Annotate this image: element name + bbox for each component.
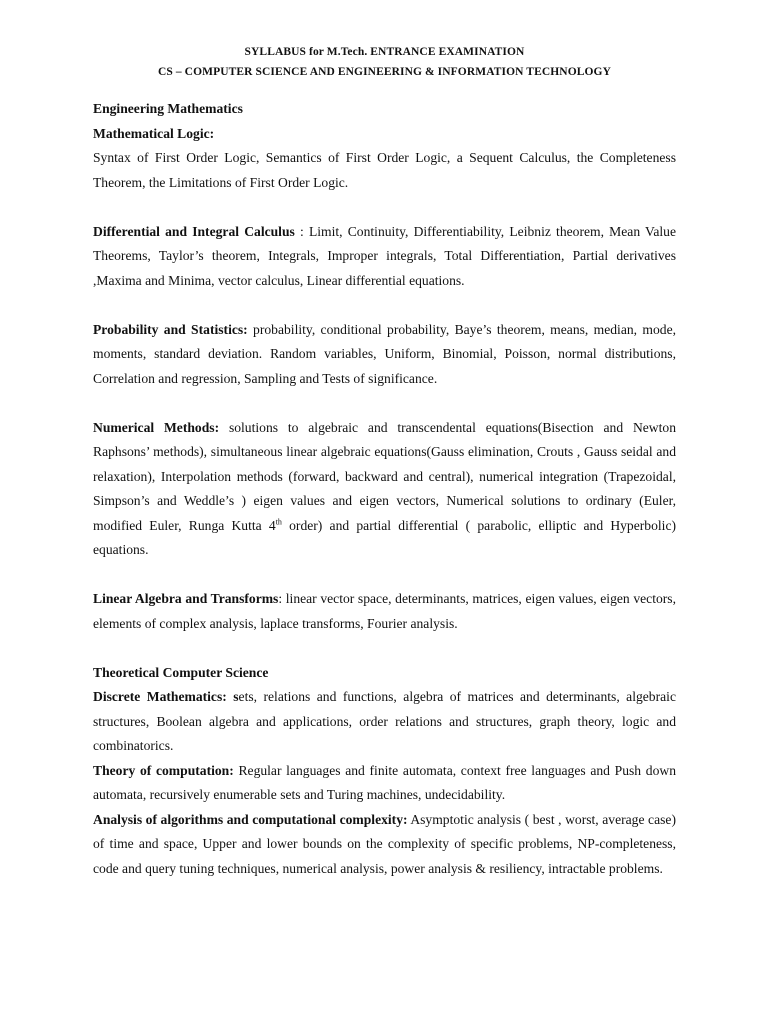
document-subtitle: CS – COMPUTER SCIENCE AND ENGINEERING & INFORMATION TECHNOLOGY xyxy=(157,66,612,78)
linear-algebra-paragraph xyxy=(93,587,676,636)
theory-of-computation-text: Regular languages and finite automata, context free languages and Push down automata, recursively enumerable sets and Turing machines, undecidability. xyxy=(93,762,676,802)
probability-paragraph xyxy=(93,318,676,392)
document-title: SYLLABUS for M.Tech. ENTRANCE EXAMINATION xyxy=(244,46,525,58)
mathematical-logic-heading: Mathematical Logic: xyxy=(93,125,215,141)
theory-of-computation-heading: Theory of computation: xyxy=(93,762,234,778)
superscript-th: th xyxy=(275,516,282,526)
discrete-math-heading: Discrete Mathematics: s xyxy=(93,689,239,704)
discrete-math-paragraph xyxy=(93,685,676,759)
algorithms-heading: Analysis of algorithms and computational complexity: xyxy=(93,811,408,827)
document-body xyxy=(93,97,676,881)
section-title-theoretical-cs: Theoretical Computer Science xyxy=(93,664,269,680)
algorithms-text: Asymptotic analysis ( best , worst, average case) of time and space, Upper and lower bounds on the complexity of specific problems, NP-completeness, code and query tuning techniques, numerical analysis, power analysis & resiliency, intractable problems. xyxy=(93,811,676,876)
numerical-methods-heading: Numerical Methods: xyxy=(93,419,220,435)
calculus-heading: Differential and Integral Calculus xyxy=(93,223,295,239)
probability-text: probability, conditional probability, Baye’s theorem, means, median, mode, moments, standard deviation. Random variables, Uniform, Binomial, Poisson, normal distributions, Correlation and regression, Sampling and Tests of significance. xyxy=(93,321,677,386)
mathematical-logic-text: Syntax of First Order Logic, Semantics of First Order Logic, a Sequent Calculus, the Completeness Theorem, the Limitations of First Order Logic. xyxy=(93,150,676,190)
linear-algebra-heading: Linear Algebra and Transforms xyxy=(93,591,279,606)
algorithms-paragraph xyxy=(93,808,676,882)
numerical-methods-paragraph xyxy=(93,416,676,563)
probability-heading: Probability and Statistics: xyxy=(93,321,248,337)
calculus-paragraph xyxy=(93,220,676,294)
document-page xyxy=(93,42,676,881)
numerical-methods-text-end: order) and partial differential ( parabolic, elliptic and Hyperbolic) equations. xyxy=(93,517,676,557)
linear-algebra-text: : linear vector space, determinants, matrices, eigen values, eigen vectors, elements of complex analysis, laplace transforms, Fourier analysis. xyxy=(93,591,676,631)
theory-of-computation-paragraph xyxy=(93,759,676,808)
calculus-text: : Limit, Continuity, Differentiability, Leibniz theorem, Mean Value Theorems, Taylor’s theorem, Integrals, Improper integrals, Total Differentiation, Partial derivatives ,Maxima and Minima, vector calculus, Linear differential equations. xyxy=(93,223,677,288)
numerical-methods-text: solutions to algebraic and transcendental equations(Bisection and Newton Raphsons’ methods), simultaneous linear algebraic equations(Gauss elimination, Crouts , Gauss seidal and relaxation), Interpolation methods (forward, backward and central), numerical integration (Trapezoidal, Simpson’s and Weddle’s ) eigen values and eigen vectors, Numerical solutions to ordinary (Euler, modified Euler, Runga Kutta 4 xyxy=(93,419,676,533)
section-title-engineering-mathematics: Engineering Mathematics xyxy=(93,101,243,116)
discrete-math-text: ets, relations and functions, algebra of matrices and determinants, algebraic structures, Boolean algebra and applications, order relations and structures, graph theory, logic and combinatorics. xyxy=(93,689,676,753)
